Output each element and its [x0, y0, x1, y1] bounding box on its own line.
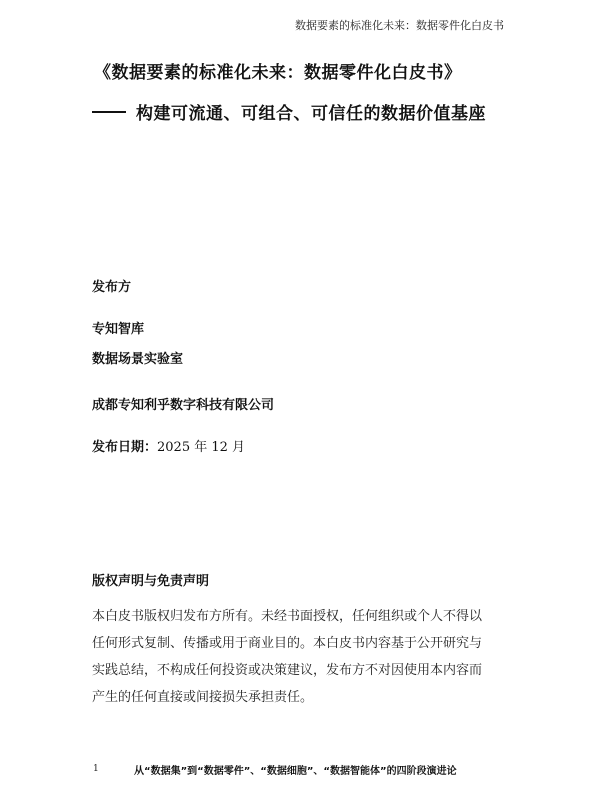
copyright-line: 任何形式复制、传播或用于商业目的。本白皮书内容基于公开研究与: [92, 636, 483, 651]
publisher-company: 成都专知利乎数字科技有限公司: [92, 398, 275, 413]
running-header: 数据要素的标准化未来：数据零件化白皮书: [295, 19, 504, 32]
copyright-heading: 版权声明与免责声明: [92, 574, 210, 589]
release-date: [92, 436, 245, 455]
copyright-line: 产生的任何直接或间接损失承担责任。: [92, 690, 314, 705]
copyright-body: [92, 603, 512, 711]
document-title: 《数据要素的标准化未来：数据零件化白皮书》: [94, 63, 462, 83]
publisher-heading: 发布方: [92, 280, 132, 295]
subtitle-text: 构建可流通、可组合、可信任的数据价值基座: [136, 104, 486, 124]
release-date-label: 发布日期：: [92, 440, 158, 455]
publisher-name: 专知智库: [92, 322, 145, 337]
page-number: 1: [93, 764, 99, 774]
copyright-line: 实践总结，不构成任何投资或决策建议，发布方不对因使用本内容而: [92, 663, 483, 678]
publisher-name: 数据场景实验室: [92, 352, 184, 367]
copyright-line: 本白皮书版权归发布方所有。未经书面授权，任何组织或个人不得以: [92, 609, 483, 624]
em-dash-rule: [92, 111, 126, 113]
release-date-value: 2025 年 12 月: [157, 440, 246, 455]
footer-text: 从“数据集”到“数据零件”、“数据细胞”、“数据智能体”的四阶段演进论: [134, 766, 457, 777]
document-subtitle: [92, 99, 486, 124]
